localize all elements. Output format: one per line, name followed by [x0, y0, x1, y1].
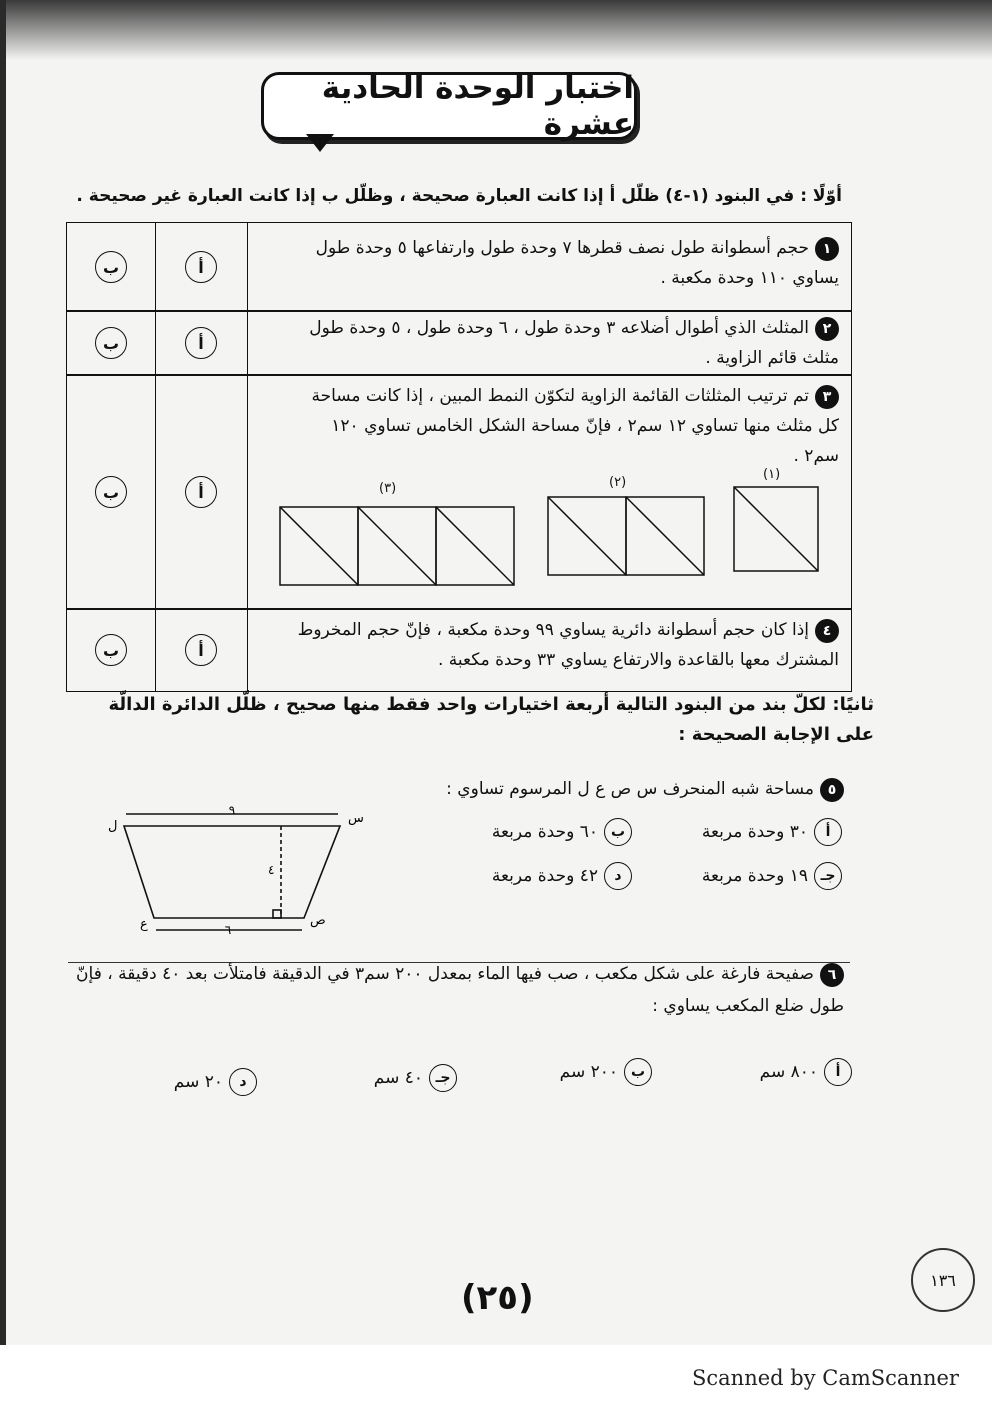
option-circle[interactable]: أ	[814, 818, 842, 846]
option-circle[interactable]: جـ	[814, 862, 842, 890]
choice-a-cell	[155, 609, 248, 691]
question-text: ٣تم ترتيب المثلثات القائمة الزاوية لتكوّن النمط المبين ، إذا كانت مساحة كل مثلث منها تساوي ١٢ سم٢ ، فإنّ مساحة الشكل الخامس تساوي ١٢٠ سم٢ .	[311, 386, 839, 466]
option-circle[interactable]: جـ	[429, 1064, 457, 1092]
question-text: ٢المثلث الذي أطوال أضلاعه ٣ وحدة طول ، ٦ وحدة طول ، ٥ وحدة طول مثلث قائم الزاوية .	[309, 318, 839, 368]
question-5-text: ٥مساحة شبه المنحرف س ص ع ل المرسوم تساوي :	[384, 778, 844, 802]
q5-option-b[interactable]: ب٦٠ وحدة مربعة	[492, 818, 632, 846]
q5-option-c[interactable]: جـ١٩ وحدة مربعة	[702, 862, 842, 890]
vertex-sad: ص	[310, 913, 326, 928]
title-callout-tail	[306, 134, 334, 152]
question-number: ٣	[815, 385, 839, 409]
question-text: ٤إذا كان حجم أسطوانة دائرية يساوي ٩٩ وحدة مكعبة ، فإنّ حجم المخروط المشترك معها بالقاعدة والارتفاع يساوي ٣٣ وحدة مكعبة .	[297, 620, 839, 670]
question-6-text: ٦صفيحة فارغة على شكل مكعب ، صب فيها الماء بمعدل ٢٠٠ سم٣ في الدقيقة فامتلأت بعد ٤٠ دقيقة ، فإنّ طول ضلع المكعب يساوي :	[76, 964, 844, 1016]
choice-a-circle[interactable]: أ	[185, 327, 217, 359]
vertex-l: ل	[108, 819, 118, 834]
question-number: ٦	[820, 963, 844, 987]
choice-a-cell	[155, 375, 248, 609]
question-number: ٢	[815, 317, 839, 341]
pattern-label: (٢)	[609, 475, 627, 490]
scanner-footer: Scanned by CamScanner	[692, 1366, 959, 1390]
choice-a-circle[interactable]: أ	[185, 634, 217, 666]
choice-a-cell	[155, 311, 248, 375]
section2-instruction: ثانيًا: لكلّ بند من البنود التالية أربعة اختيارات واحد فقط منها صحيح ، ظلّل الدائرة الدالّة على الإجابة الصحيحة :	[108, 694, 874, 745]
question-row-1	[66, 222, 852, 312]
choice-b-cell	[67, 311, 156, 375]
choice-b-circle[interactable]: ب	[95, 634, 127, 666]
vertex-ain: ع	[140, 917, 148, 932]
question-row-2	[66, 310, 852, 376]
q6-option-b[interactable]: ب٢٠٠ سم	[560, 1058, 652, 1086]
option-circle[interactable]: د	[604, 862, 632, 890]
trapezoid-height: ٤	[268, 863, 275, 877]
choice-a-cell	[155, 223, 248, 311]
pattern-label: (١)	[763, 467, 781, 482]
trapezoid-figure	[96, 800, 376, 940]
triangle-pattern-figure	[272, 471, 832, 591]
choice-b-circle[interactable]: ب	[95, 327, 127, 359]
question-number: ١	[815, 237, 839, 261]
section1-instruction: أوّلًا : في البنود (١-٤) ظلّل أ إذا كانت العبارة صحيحة ، وظلّل ب إذا كانت العبارة غير صحيحة .	[76, 186, 842, 206]
choice-b-circle[interactable]: ب	[95, 476, 127, 508]
page-title: اختبار الوحدة الحادية عشرة	[261, 72, 637, 140]
page-number: (٢٥)	[461, 1278, 534, 1318]
question-number: ٤	[815, 619, 839, 643]
choice-b-cell	[67, 609, 156, 691]
q6-option-c[interactable]: جـ٤٠ سم	[374, 1064, 457, 1092]
vertex-s: س	[348, 811, 364, 826]
option-circle[interactable]: أ	[824, 1058, 852, 1086]
q6-option-d[interactable]: د٢٠ سم	[174, 1068, 257, 1096]
choice-b-cell	[67, 375, 156, 609]
option-circle[interactable]: ب	[624, 1058, 652, 1086]
choice-b-circle[interactable]: ب	[95, 251, 127, 283]
question-number: ٥	[820, 778, 844, 802]
choice-a-circle[interactable]: أ	[185, 476, 217, 508]
choice-b-cell	[67, 223, 156, 311]
question-text: ١حجم أسطوانة طول نصف قطرها ٧ وحدة طول وارتفاعها ٥ وحدة طول يساوي ١١٠ وحدة مكعبة .	[315, 238, 839, 288]
choice-a-circle[interactable]: أ	[185, 251, 217, 283]
question-row-4	[66, 608, 852, 692]
q6-option-a[interactable]: أ٨٠٠ سم	[760, 1058, 852, 1086]
scan-shadow	[6, 0, 992, 60]
trapezoid-bottom-length: ٦	[224, 923, 232, 937]
page-badge: ١٣٦	[911, 1248, 975, 1312]
option-circle[interactable]: ب	[604, 818, 632, 846]
pattern-label: (٣)	[379, 481, 397, 496]
q5-option-d[interactable]: د٤٢ وحدة مربعة	[492, 862, 632, 890]
q5-option-a[interactable]: أ٣٠ وحدة مربعة	[702, 818, 842, 846]
question-row-3	[66, 374, 852, 610]
option-circle[interactable]: د	[229, 1068, 257, 1096]
trapezoid-top-length: ٩	[228, 803, 236, 817]
